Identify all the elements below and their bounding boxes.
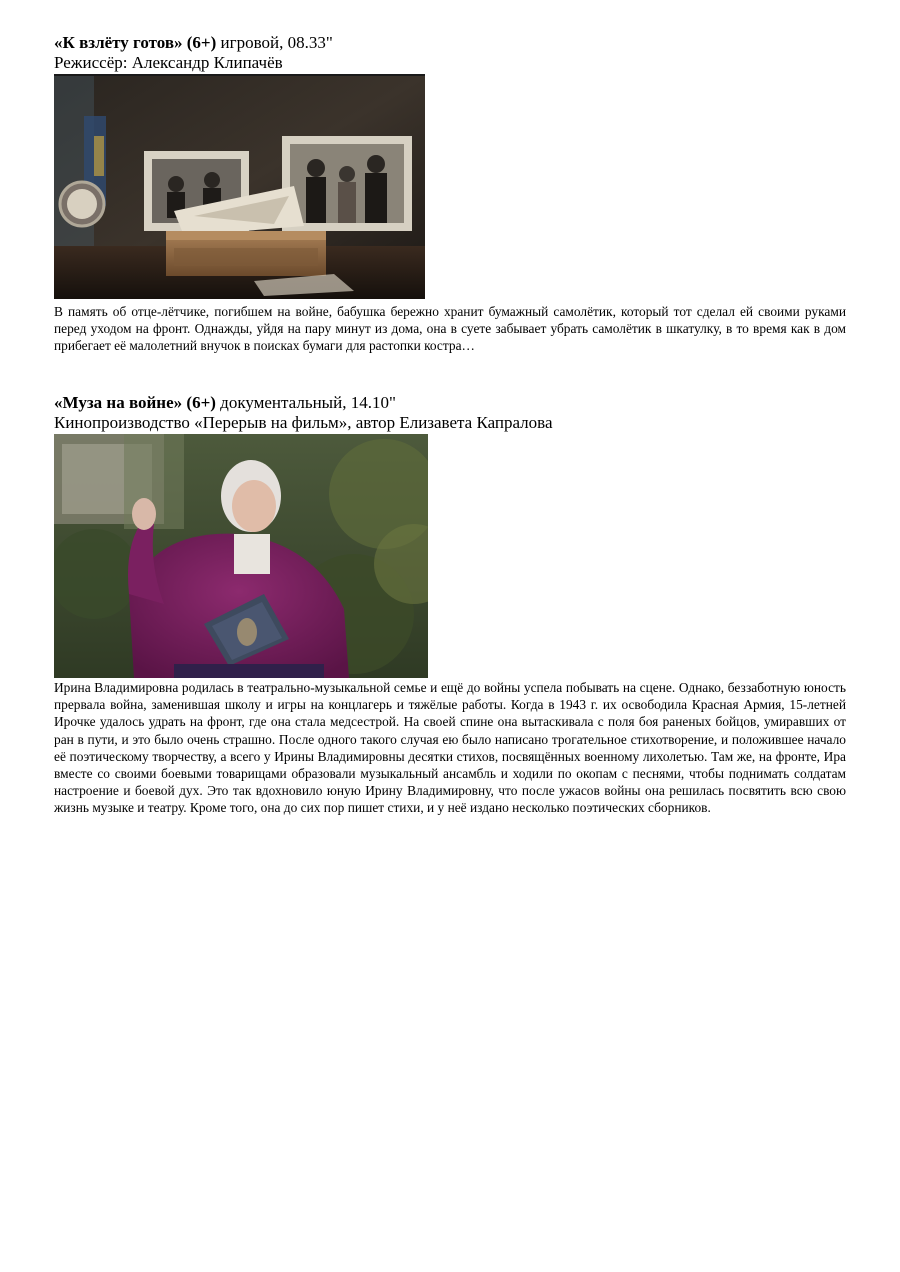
film-description: В память об отце-лётчике, погибшем на войне, бабушка бережно хранит бумажный самолётик, который тот сделал ей своими руками перед уходом на фронт. Однажды, уйдя на пару минут из дома, она в суете забывает убрать самолётик в шкатулку, в то время как в дом прибегает её малолетний внучок в поисках бумаги для растопки костра… [54, 304, 846, 354]
film-genre-duration: игровой, 08.33" [216, 33, 333, 52]
film-entry-muza-na-voine [54, 393, 846, 817]
film-title: «Муза на войне» [54, 393, 183, 412]
film-still-image [54, 434, 428, 678]
age-rating: (6+) [186, 33, 217, 52]
age-rating: (6+) [186, 393, 216, 412]
film-title-line [54, 33, 846, 53]
film-genre-duration: документальный, 14.10" [215, 393, 396, 412]
film-still-photo [54, 434, 428, 678]
film-title: «К взлёту готов» [54, 33, 183, 52]
film-description: Ирина Владимировна родилась в театрально-музыкальной семье и ещё до войны успела побывать на сцене. Однако, беззаботную юность прервала война, заменившая школу и игры на концлагерь и тяжёлые работы. Когда в 1943 г. их освободила Красная Армия, 15-летней Ирочке удалось удрать на фронт, где она стала медсестрой. На своей спине она вытаскивала с поля боя раненых бойцов, умиравших от ран в пути, и это было очень страшно. После одного такого случая ею было написано трогательное стихотворение, и положившее начало её поэтическому творчеству, а всего у Ирины Владимировны десятки стихов, посвящённых военному лихолетью. Там же, на фронте, Ира вместе со своими боевыми товарищами образовали музыкальный ансамбль и ходили по окопам с песнями, чтобы поднимать солдатам настроение и боевой дух. Это так вдохновило юную Ирину Владимировну, что после ужасов войны она решилась посвятить всю свою жизнь музыке и театру. Кроме того, она до сих пор пишет стихи, и у неё издано несколько поэтических сборников. [54, 680, 846, 816]
film-title-line [54, 393, 846, 413]
film-still-image [54, 76, 425, 299]
film-still-photo [54, 74, 425, 299]
film-entry-k-vzletu-gotov [54, 33, 846, 355]
film-credit: Режиссёр: Александр Клипачёв [54, 53, 283, 72]
film-credit: Кинопроизводство «Перерыв на фильм», автор Елизавета Капралова [54, 413, 553, 432]
